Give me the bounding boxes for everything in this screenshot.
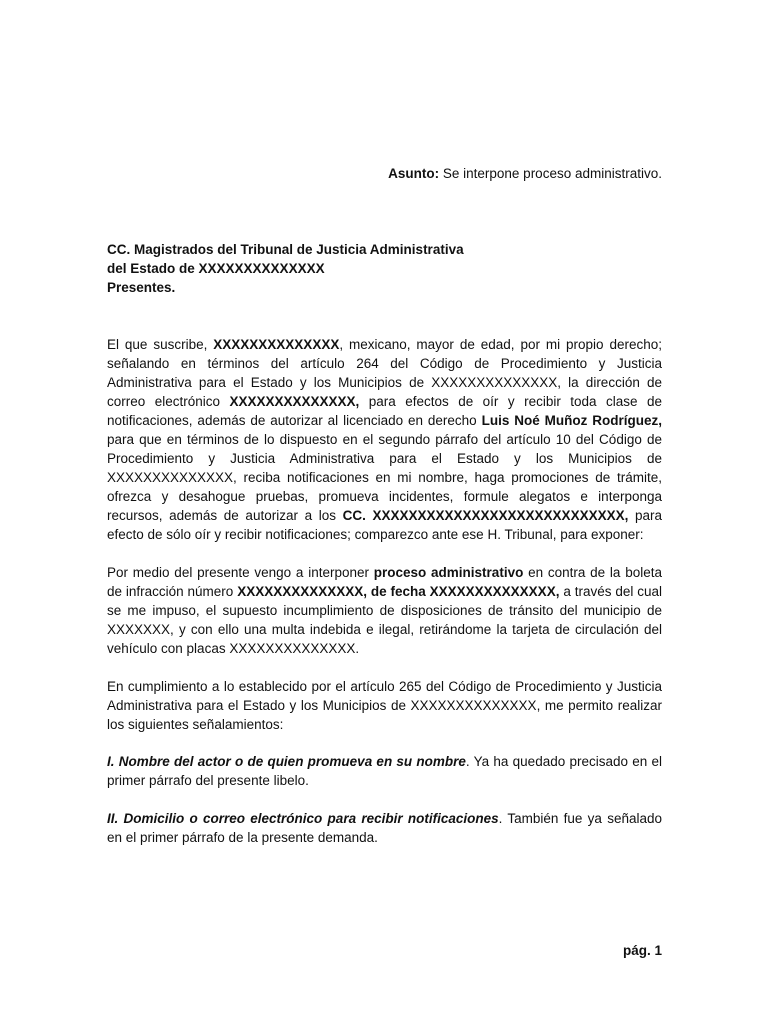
p1-text-2: , mexicano, mayor de edad, por mi propio derecho; señalando en términos del artículo 264 del Código de Procedimiento y Justicia Administrativa para el Estado y los Municipios de XXXXXXXXXXXXXX, la dirección de correo electrónico [107,337,662,409]
paragraph-compliance [107,677,662,734]
p4-text: . Ya ha quedado precisado en el primer párrafo del presente libelo. [107,754,662,788]
p2-text-1: Por medio del presente vengo a interponer [107,565,374,580]
paragraph-claim [107,563,662,658]
paragraph-introduction [107,335,662,544]
p1-bold-4: CC. XXXXXXXXXXXXXXXXXXXXXXXXXXXX, [342,508,629,523]
subject-text: Se interpone proceso administrativo. [439,166,662,181]
p1-text-3: para efectos de oír y recibir toda clase de notificaciones, además de autorizar al licenciado en derecho [107,394,662,428]
p5-heading: II. Domicilio o correo electrónico para recibir notificaciones [107,811,499,826]
p1-bold-3: Luis Noé Muñoz Rodríguez, [481,413,662,428]
p1-bold-2: XXXXXXXXXXXXXX, [229,394,360,409]
p1-bold-1: XXXXXXXXXXXXXX [213,337,340,352]
paragraph-item-1 [107,752,662,790]
p4-heading: I. Nombre del actor o de quien promueva en su nombre [107,754,466,769]
p1-text-1: El que suscribe, [107,337,214,352]
p2-text-3: a través del cual se me impuso, el supuesto incumplimiento de disposiciones de tránsito del municipio de XXXXXXX, y con ello una multa indebida e ilegal, retirándome la tarjeta de circulación del vehículo con placas XXXXXXXXXXXXXX. [107,584,662,656]
p2-bold-1: proceso administrativo [373,565,524,580]
page-number: pág. 1 [622,943,662,958]
p1-text-5: para efecto de sólo oír y recibir notificaciones; comparezco ante ese H. Tribunal, para exponer: [107,508,662,542]
addressee-block [107,240,662,297]
addressee-line-2: del Estado de XXXXXXXXXXXXXX [107,261,325,276]
p1-text-4: para que en términos de lo dispuesto en el segundo párrafo del artículo 10 del Código de Procedimiento y Justicia Administrativa para el Estado y los Municipios de XXXXXXXXXXXXXX, reciba notificaciones en mi nombre, haga promociones de trámite, ofrezca y desahogue pruebas, promueva incidentes, formule alegatos e interponga recursos, además de autorizar a los [107,432,662,523]
subject-label: Asunto: [388,166,440,181]
p5-text: . También fue ya señalado en el primer párrafo de la presente demanda. [107,811,662,845]
subject-line [107,164,662,183]
addressee-line-1: CC. Magistrados del Tribunal de Justicia Administrativa [107,242,464,257]
paragraph-item-2 [107,809,662,847]
p2-text-2: en contra de la boleta de infracción número [107,565,662,599]
addressee-line-3: Presentes. [107,280,176,295]
p3-text: En cumplimiento a lo establecido por el artículo 265 del Código de Procedimiento y Justicia Administrativa para el Estado y los Municipios de XXXXXXXXXXXXXX, me permito realizar los siguientes señalamientos: [107,679,662,732]
p2-bold-2: XXXXXXXXXXXXXX, de fecha XXXXXXXXXXXXXX, [237,584,560,599]
